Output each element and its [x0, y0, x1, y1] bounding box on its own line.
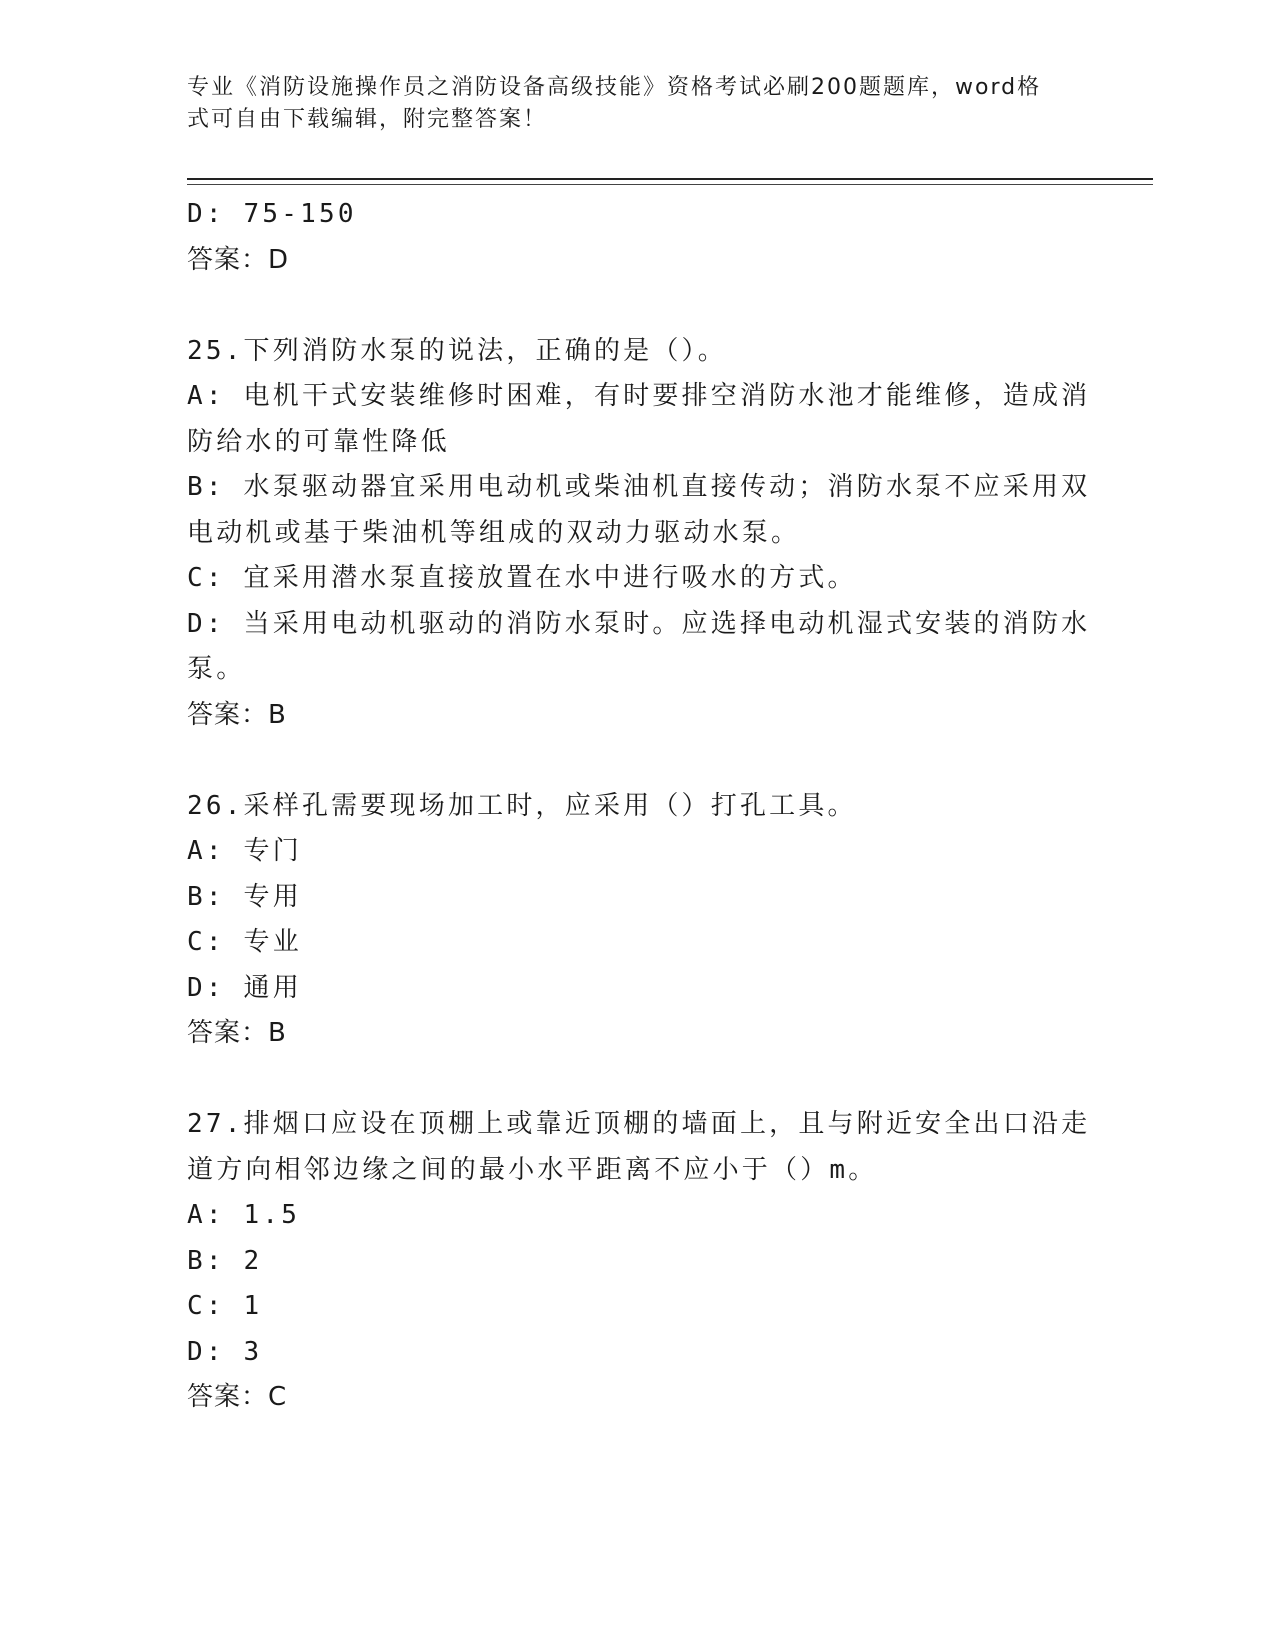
question-25 [187, 329, 1091, 739]
option-c: C: 宜采用潜水泵直接放置在水中进行吸水的方式。 [187, 563, 857, 593]
option-d-line-2: 泵。 [187, 654, 246, 684]
header-line-2: 式可自由下载编辑，附完整答案！ [187, 107, 548, 132]
question-27 [187, 1102, 1091, 1421]
option-d: D: 3 [187, 1336, 263, 1367]
document-body [187, 192, 1091, 1421]
question-answer: 答案：C [187, 1382, 288, 1412]
header-line-1: 专业《消防设施操作员之消防设备高级技能》资格考试必刷200题题库，word格 [187, 75, 1042, 100]
option-b-line-1: B: 水泵驱动器宜采用电动机或柴油机直接传动；消防水泵不应采用双 [187, 472, 1091, 502]
question-stem-line-2: 道方向相邻边缘之间的最小水平距离不应小于（）m。 [187, 1154, 878, 1185]
spacer [187, 1057, 1077, 1103]
option-c: C: 1 [187, 1291, 263, 1321]
header-rule-thick [187, 178, 1153, 180]
option-c: C: 专业 [187, 927, 302, 957]
question-stem: 25.下列消防水泵的说法，正确的是（）。 [187, 335, 727, 366]
question-stem-line-1: 27.排烟口应设在顶棚上或靠近顶棚的墙面上，且与附近安全出口沿走 [187, 1109, 1091, 1139]
question-stem: 26.采样孔需要现场加工时，应采用（）打孔工具。 [187, 790, 857, 821]
option-a: A: 1.5 [187, 1200, 301, 1230]
header-rule-thin [187, 184, 1153, 185]
document-header [187, 72, 1067, 136]
option-d-line-1: D: 当采用电动机驱动的消防水泵时。应选择电动机湿式安装的消防水 [187, 608, 1091, 639]
spacer [187, 283, 1077, 329]
option-b-line-2: 电动机或基于柴油机等组成的双动力驱动水泵。 [187, 517, 801, 548]
question-answer: 答案：B [187, 699, 287, 730]
continuation-answer: 答案：D [187, 244, 290, 275]
question-answer: 答案：B [187, 1018, 287, 1048]
option-b: B: 专用 [187, 881, 302, 912]
option-a: A: 专门 [187, 836, 302, 866]
option-b: B: 2 [187, 1245, 263, 1276]
option-a-line-2: 防给水的可靠性降低 [187, 426, 450, 457]
option-d: D: 通用 [187, 972, 302, 1003]
spacer [187, 738, 1077, 784]
continuation-option-d: D: 75-150 [187, 199, 357, 229]
option-a-line-1: A: 电机干式安装维修时困难，有时要排空消防水池才能维修，造成消 [187, 381, 1091, 411]
question-26 [187, 784, 1077, 1057]
